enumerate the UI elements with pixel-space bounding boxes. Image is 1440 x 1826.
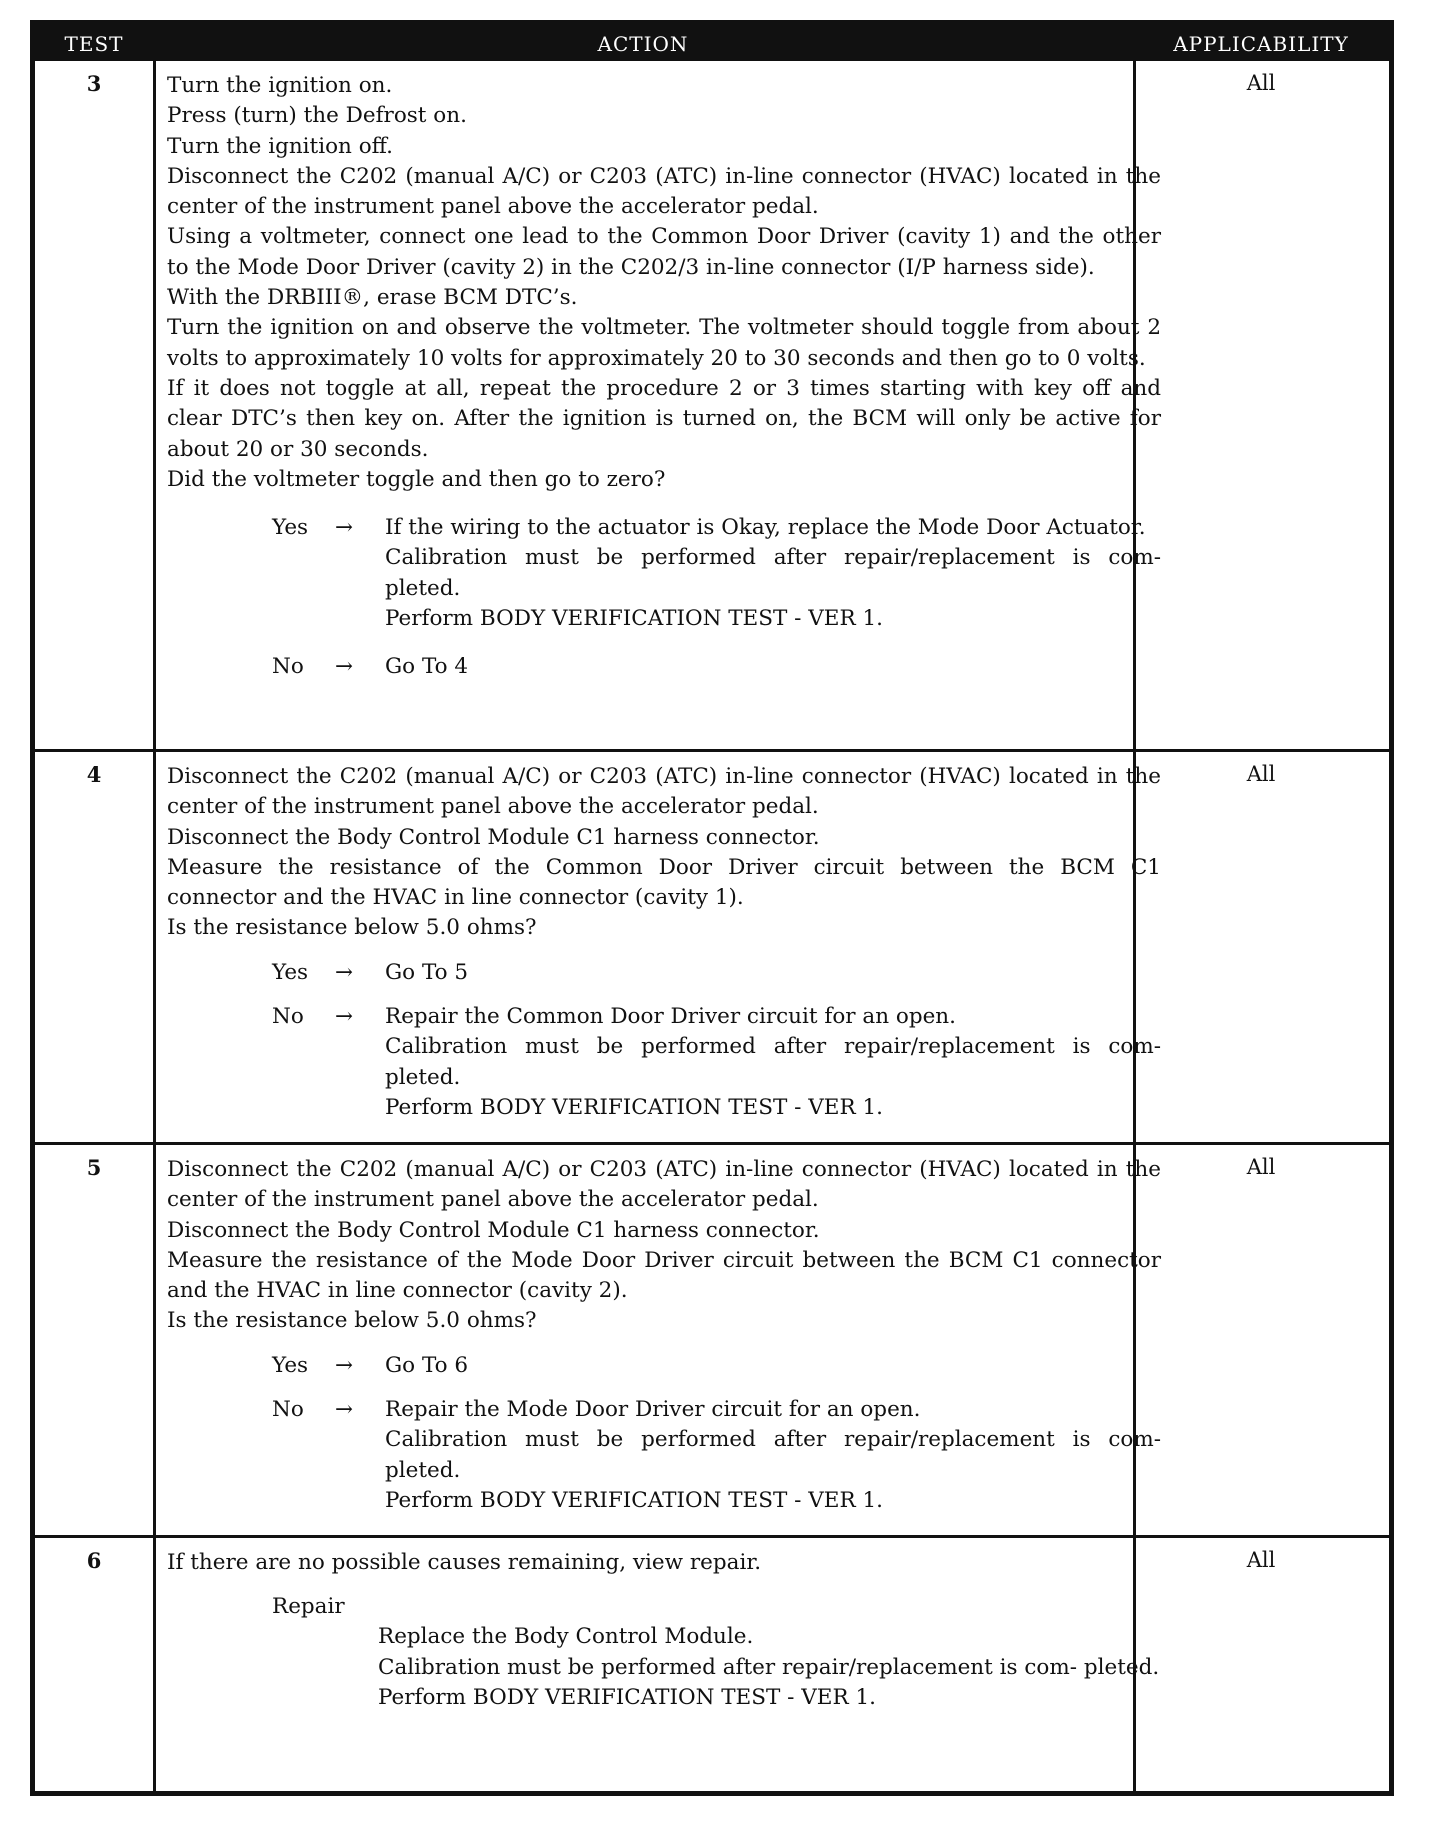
step: Press (turn) the Defrost on.	[167, 103, 467, 129]
step: Disconnect the C202 (manual A/C) or C203 (ATC) in-line connector (HVAC) located in the center of the instrument panel above the accelerator pedal.	[167, 1157, 1161, 1213]
test-number: 6	[86, 1548, 102, 1573]
result-line: Repair the Mode Door Driver circuit for an open.	[385, 1397, 921, 1423]
result-line: Calibration must be performed after repair/replacement is com- pleted.	[385, 1427, 1161, 1483]
result-line: Go To 6	[385, 1352, 469, 1378]
test-number: 4	[86, 762, 102, 787]
table-row	[35, 1538, 1389, 1791]
arrow-icon: →	[335, 959, 354, 985]
result-line: Go To 5	[385, 959, 469, 985]
table-row	[35, 1145, 1389, 1535]
table-row	[35, 61, 1389, 749]
step: Is the resistance below 5.0 ohms?	[167, 1308, 537, 1334]
yes-label: Yes	[272, 959, 309, 985]
action-cell	[167, 1155, 1161, 1516]
no-result	[167, 652, 1161, 682]
step: With the DRBIII®, erase BCM DTC’s.	[167, 285, 578, 311]
result-line: Calibration must be performed after repair/replacement is com- pleted.	[385, 1034, 1161, 1090]
test-number: 5	[86, 1155, 102, 1180]
step: Disconnect the Body Control Module C1 harness connector.	[167, 1217, 820, 1243]
result-line: Calibration must be performed after repair/replacement is com- pleted.	[378, 1654, 1160, 1680]
applicability-cell: All	[1246, 1548, 1276, 1572]
action-cell	[167, 71, 1161, 683]
step: Disconnect the Body Control Module C1 harness connector.	[167, 824, 820, 850]
arrow-icon: →	[335, 1397, 354, 1423]
diagnostic-table	[30, 20, 1394, 1796]
applicability-cell: All	[1246, 71, 1276, 95]
result-line: Go To 4	[385, 654, 469, 680]
step: Using a voltmeter, connect one lead to the Common Door Driver (cavity 1) and the other to the Mode Door Driver (cavity 2) in the C202/3 in-line connector (I/P harness side).	[167, 224, 1161, 280]
arrow-icon: →	[335, 1004, 354, 1030]
no-label: No	[272, 1004, 304, 1030]
repair-result	[167, 1592, 1161, 1713]
step: Did the voltmeter toggle and then go to zero?	[167, 466, 666, 492]
applicability-cell: All	[1246, 1155, 1276, 1179]
result-line: Perform BODY VERIFICATION TEST - VER 1.	[385, 1487, 884, 1513]
action-cell	[167, 762, 1161, 1123]
result-line: If the wiring to the actuator is Okay, replace the Mode Door Actuator.	[385, 515, 1146, 541]
result-line: Perform BODY VERIFICATION TEST - VER 1.	[385, 606, 884, 632]
arrow-icon: →	[335, 1352, 354, 1378]
step: If it does not toggle at all, repeat the procedure 2 or 3 times starting with key off and clear DTC’s then key on. After the ignition is turned on, the BCM will only be active for about 20 or 30 seconds.	[167, 375, 1161, 462]
no-result	[167, 1395, 1161, 1516]
result-line: Calibration must be performed after repair/replacement is com- pleted.	[385, 545, 1161, 601]
no-label: No	[272, 1397, 304, 1423]
arrow-icon: →	[335, 654, 354, 680]
applicability-cell: All	[1246, 762, 1276, 786]
yes-result	[167, 958, 1161, 988]
step: Turn the ignition on and observe the voltmeter. The voltmeter should toggle from about 2 volts to approximately 10 volts for approximately 20 to 30 seconds and then go to 0 volts.	[167, 315, 1161, 371]
no-result	[167, 1002, 1161, 1123]
arrow-icon: →	[335, 515, 354, 541]
action-cell	[167, 1548, 1161, 1713]
header-applicability: APPLICABILITY	[1173, 32, 1349, 56]
yes-result	[167, 513, 1161, 634]
step: Disconnect the C202 (manual A/C) or C203 (ATC) in-line connector (HVAC) located in the center of the instrument panel above the accelerator pedal.	[167, 163, 1161, 220]
yes-label: Yes	[272, 515, 309, 541]
yes-label: Yes	[272, 1352, 309, 1378]
step: Disconnect the C202 (manual A/C) or C203 (ATC) in-line connector (HVAC) located in the center of the instrument panel above the accelerator pedal.	[167, 764, 1161, 820]
header-action: ACTION	[597, 32, 689, 56]
table-row	[35, 752, 1389, 1142]
test-number: 3	[86, 71, 102, 96]
result-line: Perform BODY VERIFICATION TEST - VER 1.	[378, 1684, 877, 1710]
step: Is the resistance below 5.0 ohms?	[167, 915, 537, 941]
step: If there are no possible causes remaining, view repair.	[167, 1550, 762, 1575]
result-line: Repair the Common Door Driver circuit for an open.	[385, 1004, 956, 1030]
step: Measure the resistance of the Mode Door Driver circuit between the BCM C1 connector and the HVAC in line connector (cavity 2).	[167, 1247, 1161, 1304]
step: Turn the ignition on.	[167, 73, 393, 98]
yes-result	[167, 1351, 1161, 1381]
no-label: No	[272, 654, 304, 680]
header-test: TEST	[64, 32, 124, 56]
result-line: Perform BODY VERIFICATION TEST - VER 1.	[385, 1094, 884, 1120]
repair-label: Repair	[272, 1594, 345, 1620]
step: Turn the ignition off.	[167, 133, 393, 159]
result-line: Replace the Body Control Module.	[378, 1624, 754, 1650]
step: Measure the resistance of the Common Door Driver circuit between the BCM C1 connector and the HVAC in line connector (cavity 1).	[167, 854, 1161, 911]
table-header	[35, 25, 1389, 61]
